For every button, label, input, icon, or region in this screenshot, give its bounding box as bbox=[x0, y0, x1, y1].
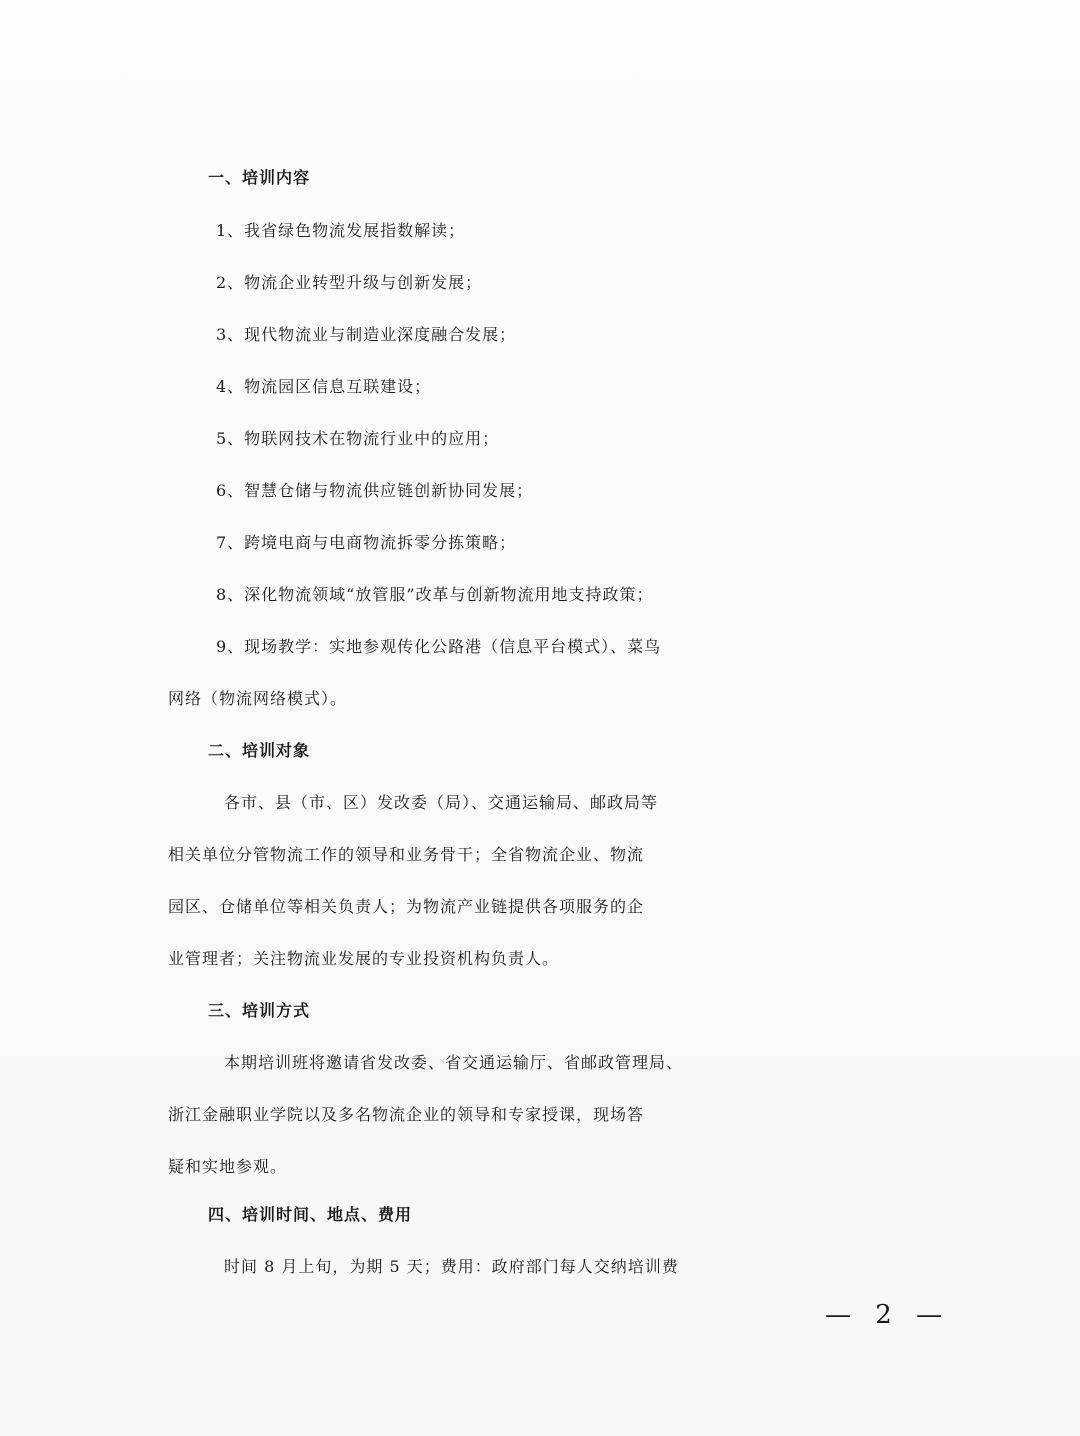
list-item: 6、智慧仓储与物流供应链创新协同发展； bbox=[216, 481, 534, 500]
list-item-continuation: 网络（物流网络模式）。 bbox=[168, 689, 348, 708]
paragraph-line: 园区、仓储单位等相关负责人；为物流产业链提供各项服务的企 bbox=[168, 897, 645, 916]
list-item: 9、现场教学：实地参观传化公路港（信息平台模式）、菜鸟 bbox=[216, 637, 662, 656]
paragraph-line: 时间 8 月上旬，为期 5 天；费用：政府部门每人交纳培训费 bbox=[224, 1257, 679, 1276]
paragraph-line: 浙江金融职业学院以及多名物流企业的领导和专家授课，现场答 bbox=[168, 1105, 645, 1124]
list-item: 7、跨境电商与电商物流拆零分拣策略； bbox=[216, 533, 517, 552]
paragraph-line: 各市、县（市、区）发改委（局）、交通运输局、邮政局等 bbox=[224, 793, 659, 812]
paragraph-line: 本期培训班将邀请省发改委、省交通运输厅、省邮政管理局、 bbox=[224, 1053, 684, 1072]
list-item: 5、物联网技术在物流行业中的应用； bbox=[216, 429, 500, 448]
section4-heading: 四、培训时间、地点、费用 bbox=[208, 1205, 413, 1224]
list-item: 8、深化物流领域“放管服”改革与创新物流用地支持政策； bbox=[216, 585, 654, 604]
list-item: 1、我省绿色物流发展指数解读； bbox=[216, 221, 466, 240]
page-number: — 2 — bbox=[825, 1300, 951, 1330]
section3-heading: 三、培训方式 bbox=[208, 1001, 311, 1020]
paragraph-line: 业管理者；关注物流业发展的专业投资机构负责人。 bbox=[168, 949, 560, 968]
list-item: 3、现代物流业与制造业深度融合发展； bbox=[216, 325, 517, 344]
paragraph-line: 相关单位分管物流工作的领导和业务骨干；全省物流企业、物流 bbox=[168, 845, 645, 864]
paragraph-line: 疑和实地参观。 bbox=[168, 1157, 288, 1176]
section1-heading: 一、培训内容 bbox=[208, 168, 311, 187]
list-item: 2、物流企业转型升级与创新发展； bbox=[216, 273, 483, 292]
list-item: 4、物流园区信息互联建设； bbox=[216, 377, 432, 396]
section2-heading: 二、培训对象 bbox=[208, 741, 311, 760]
